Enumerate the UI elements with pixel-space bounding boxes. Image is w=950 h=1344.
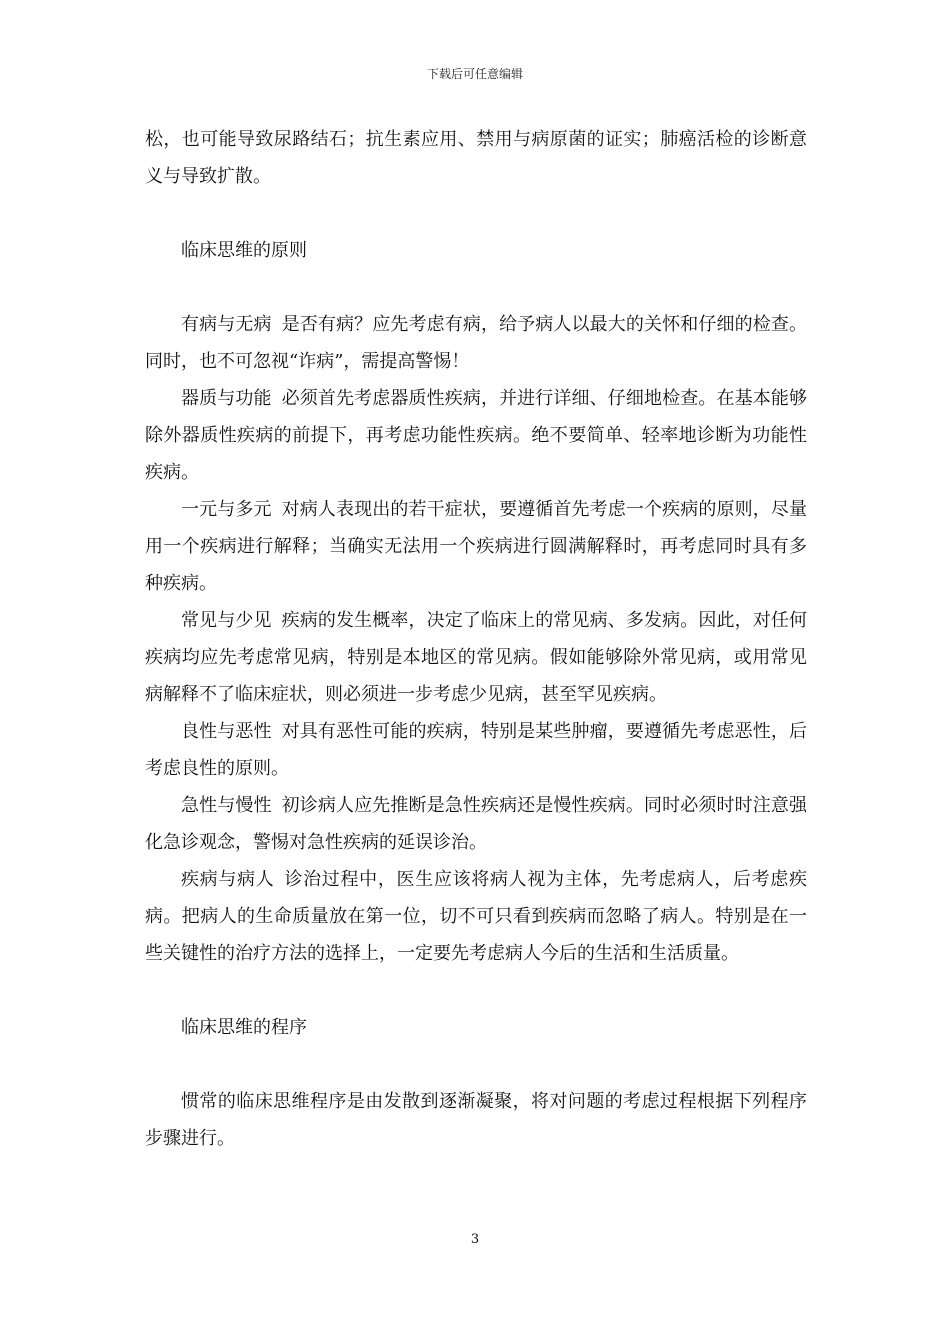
term-disease-patient: 疾病与病人 <box>181 869 275 890</box>
text-unitary-multiple: 对病人表现出的若干症状，要遵循首先考虑一个疾病的原则，尽量用一个疾病进行解释；当确实无法用一个疾病进行圆满解释时，再考虑同时具有多种疾病。 <box>145 499 808 594</box>
text-benign-malignant: 对具有恶性可能的疾病，特别是某些肿瘤，要遵循先考虑恶性，后考虑良性的原则。 <box>145 721 808 779</box>
term-benign-malignant: 良性与恶性 <box>181 721 272 742</box>
paragraph-principle-unitary <box>145 491 807 602</box>
page-number: 3 <box>470 1232 480 1247</box>
term-unitary-multiple: 一元与多元 <box>181 499 272 520</box>
text-organic-functional: 必须首先考虑器质性疾病，并进行详细、仔细地检查。在基本能够除外器质性疾病的前提下，再考虑功能性疾病。绝不要简单、轻率地诊断为功能性疾病。 <box>145 388 808 483</box>
term-acute-chronic: 急性与慢性 <box>181 795 272 816</box>
text-disease-or-not: 是否有病？应先考虑有病，给予病人以最大的关怀和仔细的检查。同时，也不可忽视“诈病”，需提高警惕！ <box>145 314 808 372</box>
text-disease-patient: 诊治过程中，医生应该将病人视为主体，先考虑病人，后考虑疾病。把病人的生命质量放在第一位，切不可只看到疾病而忽略了病人。特别是在一些关键性的治疗方法的选择上，一定要先考虑病人今后的生活和生活质量。 <box>145 869 807 964</box>
paragraph-principle-acute <box>145 787 807 861</box>
paragraph-intro-continuation: 松，也可能导致尿路结石；抗生素应用、禁用与病原菌的证实；肺癌活检的诊断意义与导致扩散。 <box>145 129 807 187</box>
section-heading-principles: 临床思维的原则 <box>181 240 307 261</box>
paragraph-principle-disease <box>145 306 807 380</box>
page-header: 下载后可任意编辑 <box>426 67 523 81</box>
paragraph-principle-patient <box>145 861 807 972</box>
term-disease-or-not: 有病与无病 <box>181 314 272 335</box>
text-common-rare: 疾病的发生概率，决定了临床上的常见病、多发病。因此，对任何疾病均应先考虑常见病，特别是本地区的常见病。假如能够除外常见病，或用常见病解释不了临床症状，则必须进一步考虑少见病，甚至罕见疾病。 <box>145 610 808 705</box>
paragraph-principle-benign <box>145 713 807 787</box>
term-organic-functional: 器质与功能 <box>181 388 272 409</box>
paragraph-principle-organic <box>145 380 807 491</box>
term-common-rare: 常见与少见 <box>181 610 272 631</box>
paragraph-procedure: 惯常的临床思维程序是由发散到逐渐凝聚，将对问题的考虑过程根据下列程序步骤进行。 <box>145 1091 807 1149</box>
section-heading-procedure: 临床思维的程序 <box>181 1017 307 1038</box>
text-acute-chronic: 初诊病人应先推断是急性疾病还是慢性疾病。同时必须时时注意强化急诊观念，警惕对急性疾病的延误诊治。 <box>145 795 808 853</box>
document-body <box>145 121 807 1157</box>
paragraph-principle-common <box>145 602 807 713</box>
